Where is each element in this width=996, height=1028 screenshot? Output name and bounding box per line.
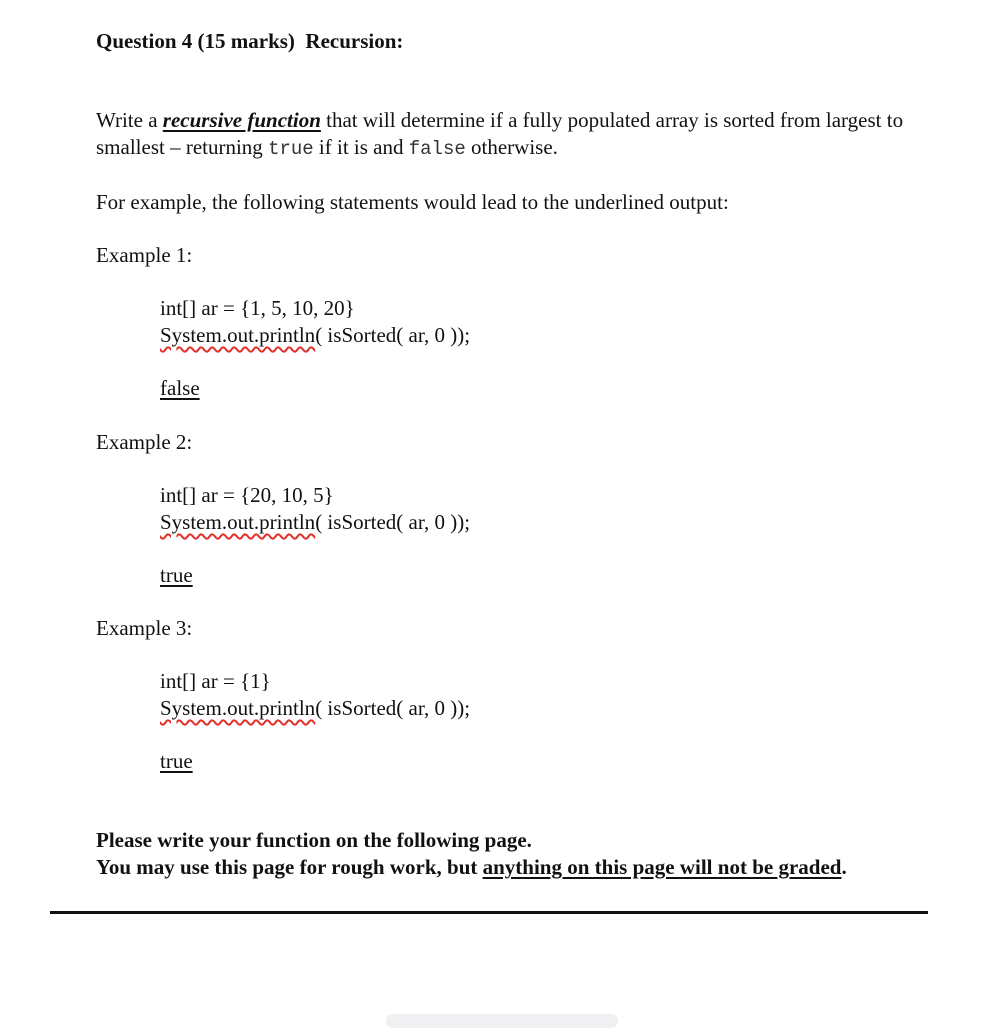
not-graded-warning: anything on this page will not be graded [482, 855, 842, 879]
code-true: true [268, 138, 314, 160]
spellcheck-mark: System.out.println [160, 323, 316, 347]
instructions-line-1: Please write your function on the following page. [96, 828, 532, 852]
code-false: false [408, 138, 466, 160]
example-1-declaration: int[] ar = {1, 5, 10, 20} [160, 296, 355, 320]
question-title [96, 29, 403, 54]
question-topic: Recursion: [305, 29, 404, 53]
example-2-output: true [160, 563, 193, 587]
example-1-label: Example 1: [96, 243, 193, 267]
example-2-label: Example 2: [96, 430, 193, 454]
instructions-line-2: You may use this page for rough work, but anything on this page will not be graded. [96, 855, 847, 879]
examples-intro: For example, the following statements would lead to the underlined output: [96, 190, 729, 214]
example-3-declaration: int[] ar = {1} [160, 669, 271, 693]
example-3-label: Example 3: [96, 616, 193, 640]
prompt-line-2: smallest – returning true if it is and false otherwise. [96, 135, 558, 160]
recursive-function-emphasis: recursive function [162, 108, 321, 132]
example-3-output: true [160, 749, 193, 773]
example-2-call: System.out.println( isSorted( ar, 0 )); [160, 510, 471, 534]
example-1-call: System.out.println( isSorted( ar, 0 )); [160, 323, 471, 347]
spellcheck-mark: System.out.println [160, 696, 316, 720]
page-scroll-indicator[interactable] [386, 1014, 618, 1028]
spellcheck-mark: System.out.println [160, 510, 316, 534]
section-divider [50, 911, 928, 914]
prompt-line-1: Write a recursive function that will determine if a fully populated array is sorted from largest to [96, 108, 904, 132]
example-1-output: false [160, 376, 200, 400]
example-2-declaration: int[] ar = {20, 10, 5} [160, 483, 334, 507]
example-3-call: System.out.println( isSorted( ar, 0 )); [160, 696, 471, 720]
question-number: Question 4 (15 marks) [96, 29, 295, 53]
